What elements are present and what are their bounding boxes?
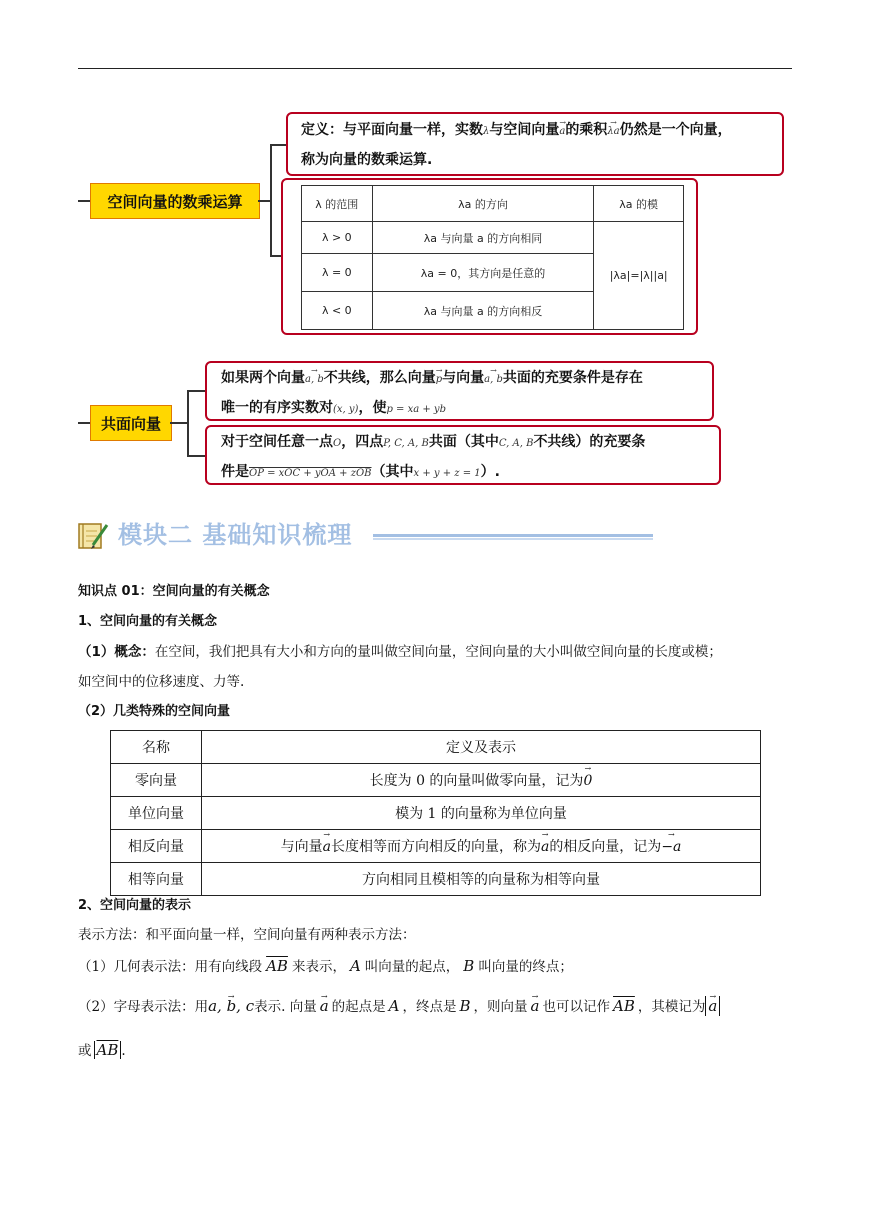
text: 不共线）的充要条 bbox=[533, 434, 646, 450]
math-a: A bbox=[349, 957, 361, 975]
bracket-line bbox=[187, 390, 205, 392]
text: 共面的充要条件是存在 bbox=[502, 370, 643, 386]
header-modulus: λa 的模 bbox=[594, 186, 684, 222]
math-ab: $\overline{AB}$ bbox=[613, 997, 635, 1015]
text: （其中 bbox=[371, 464, 414, 480]
direction-cell: λa 与向量 a 的方向相反 bbox=[372, 292, 594, 330]
math-xy: (x, y) bbox=[333, 404, 359, 415]
text: 定义：与平面向量一样，实数 bbox=[301, 122, 483, 138]
direction-cell: λa = 0，其方向是任意的 bbox=[372, 254, 594, 292]
math-point-o: O bbox=[333, 438, 342, 449]
math-formula-p: p = xa + yb bbox=[386, 404, 446, 415]
paragraph-concept bbox=[78, 642, 722, 662]
section-title-rule bbox=[373, 538, 653, 540]
modulus-cell: |λa|=|λ||a| bbox=[594, 222, 684, 330]
definition-line-2: 称为向量的数乘运算. bbox=[301, 152, 433, 168]
bracket-line bbox=[187, 455, 205, 457]
paragraph-concept-cont: 如空间中的位移速度、力等. bbox=[78, 674, 245, 690]
text: ）. bbox=[480, 464, 500, 480]
bracket-line bbox=[187, 390, 189, 456]
math-vectors-ab: → a, b bbox=[484, 366, 503, 394]
text: 的乘积 bbox=[565, 122, 608, 138]
text: 长度相等而方向相反的向量，称为 bbox=[330, 839, 541, 855]
text: 叫向量的起点， bbox=[364, 959, 460, 975]
text: ，则向量 bbox=[473, 999, 528, 1015]
connector-line bbox=[170, 422, 187, 424]
coplanar-line-4 bbox=[221, 458, 719, 488]
math-abs-a: → a bbox=[705, 996, 720, 1016]
text: 的起点是 bbox=[331, 999, 386, 1015]
connector-line bbox=[258, 200, 270, 202]
math-points: P, C, A, B bbox=[383, 438, 429, 449]
text: . bbox=[121, 1043, 126, 1059]
table-cell-definition bbox=[202, 830, 761, 863]
math-ab: $\overline{AB}$ bbox=[266, 957, 288, 975]
text: （2）字母表示法：用 bbox=[78, 999, 209, 1015]
connector-line bbox=[78, 200, 90, 202]
concept-label: （1）概念： bbox=[78, 644, 155, 660]
bracket-line bbox=[270, 144, 286, 146]
coplanar-line-2 bbox=[221, 394, 712, 424]
text: 叫向量的终点； bbox=[478, 959, 573, 975]
table-header-name: 名称 bbox=[111, 731, 202, 764]
text: 不共线，那么向量 bbox=[323, 370, 436, 386]
range-cell: λ < 0 bbox=[302, 292, 373, 330]
table-header-definition: 定义及表示 bbox=[202, 731, 761, 764]
section-title-rule bbox=[373, 534, 653, 537]
knowledge-point-title: 知识点 01：空间向量的有关概念 bbox=[78, 584, 270, 599]
table-cell-definition: 模为 1 的向量称为单位向量 bbox=[202, 797, 761, 830]
text: ，四点 bbox=[341, 434, 384, 450]
paragraph-letter bbox=[78, 996, 720, 1017]
table-cell-definition bbox=[202, 764, 761, 797]
math-b: B bbox=[463, 957, 475, 975]
table-cell-name: 相反向量 bbox=[111, 830, 202, 863]
table-cell-name: 单位向量 bbox=[111, 797, 202, 830]
math-neg-vector-a: → −a bbox=[661, 839, 681, 855]
section-title: 模块二 基础知识梳理 bbox=[118, 521, 353, 549]
math-abs-ab: $\overline{AB}$ bbox=[94, 1041, 122, 1059]
text: 表示. 向量 bbox=[254, 999, 317, 1015]
coplanar-line-3 bbox=[221, 428, 719, 458]
text: 如果两个向量 bbox=[221, 370, 305, 386]
math-lambda-a: → λa bbox=[607, 118, 619, 146]
heading-2: 2、空间向量的表示 bbox=[78, 898, 192, 913]
text: ，终点是 bbox=[402, 999, 457, 1015]
text: ，其模记为 bbox=[637, 999, 706, 1015]
concept-text: 在空间，我们把具有大小和方向的量叫做空间向量，空间向量的大小叫做空间向量的长度或模； bbox=[154, 644, 722, 660]
text: 对于空间任意一点 bbox=[221, 434, 333, 450]
math-vector-p: → p bbox=[436, 366, 442, 394]
math-vector-a: → a bbox=[531, 996, 540, 1016]
math-a: A bbox=[388, 997, 400, 1015]
text: 与向量 bbox=[280, 839, 323, 855]
text: 共面（其中 bbox=[428, 434, 499, 450]
table-cell-name: 相等向量 bbox=[111, 863, 202, 896]
connector-line bbox=[78, 422, 90, 424]
coplanar-condition-box-1 bbox=[205, 361, 714, 421]
text: ，使 bbox=[358, 400, 387, 416]
coplanar-line-1 bbox=[221, 364, 712, 394]
math-vector-a: → a bbox=[541, 839, 549, 855]
math-abc: → a, b, c bbox=[208, 996, 254, 1016]
text: 来表示， bbox=[291, 959, 346, 975]
math-formula-op: OP = xOC + yOA + zOB bbox=[249, 468, 372, 479]
coplanar-condition-box-2 bbox=[205, 425, 721, 485]
text: 或 bbox=[78, 1043, 92, 1059]
text: 与空间向量 bbox=[489, 122, 560, 138]
special-vectors-heading: （2）几类特殊的空间向量 bbox=[78, 704, 231, 719]
math-vector-a: → a bbox=[323, 839, 331, 855]
table-cell-name: 零向量 bbox=[111, 764, 202, 797]
bracket-line bbox=[270, 144, 272, 256]
definition-box bbox=[286, 112, 784, 176]
math-zero-vector: → 0 bbox=[583, 773, 592, 789]
math-vector-a: → a bbox=[559, 118, 565, 146]
math-b: B bbox=[459, 997, 471, 1015]
paragraph-geometric bbox=[78, 956, 573, 977]
range-cell: λ = 0 bbox=[302, 254, 373, 292]
math-condition: x + y + z = 1 bbox=[413, 468, 481, 479]
text: （1）几何表示法：用有向线段 bbox=[78, 959, 263, 975]
table-cell-definition: 方向相同且模相等的向量称为相等向量 bbox=[202, 863, 761, 896]
math-vectors-ab: → a, b bbox=[305, 366, 324, 394]
topic-tag-scalar-multiplication: 空间向量的数乘运算 bbox=[90, 183, 260, 219]
special-vectors-table bbox=[110, 730, 761, 896]
text: 长度为 0 的向量叫做零向量，记为 bbox=[369, 773, 584, 789]
paragraph-representation: 表示方法：和平面向量一样，空间向量有两种表示方法： bbox=[78, 927, 416, 943]
header-rule bbox=[78, 68, 792, 69]
math-points-cab: C, A, B bbox=[498, 438, 534, 449]
notebook-icon bbox=[77, 521, 111, 551]
lambda-table bbox=[301, 185, 684, 330]
header-direction: λa 的方向 bbox=[372, 186, 594, 222]
text: 唯一的有序实数对 bbox=[221, 400, 333, 416]
text: 也可以记作 bbox=[542, 999, 610, 1015]
range-cell: λ > 0 bbox=[302, 222, 373, 254]
header-range: λ 的范围 bbox=[302, 186, 373, 222]
math-lambda: λ bbox=[483, 126, 490, 137]
direction-cell: λa 与向量 a 的方向相同 bbox=[372, 222, 594, 254]
topic-tag-coplanar-vectors: 共面向量 bbox=[90, 405, 172, 441]
definition-line-1 bbox=[301, 116, 782, 146]
paragraph-letter-cont bbox=[78, 1040, 126, 1061]
text: 与向量 bbox=[442, 370, 485, 386]
text: 的相反向量，记为 bbox=[549, 839, 662, 855]
heading-1: 1、空间向量的有关概念 bbox=[78, 614, 218, 629]
text: 仍然是一个向量， bbox=[619, 122, 732, 138]
math-vector-a: → a bbox=[320, 996, 329, 1016]
text: 件是 bbox=[221, 464, 249, 480]
